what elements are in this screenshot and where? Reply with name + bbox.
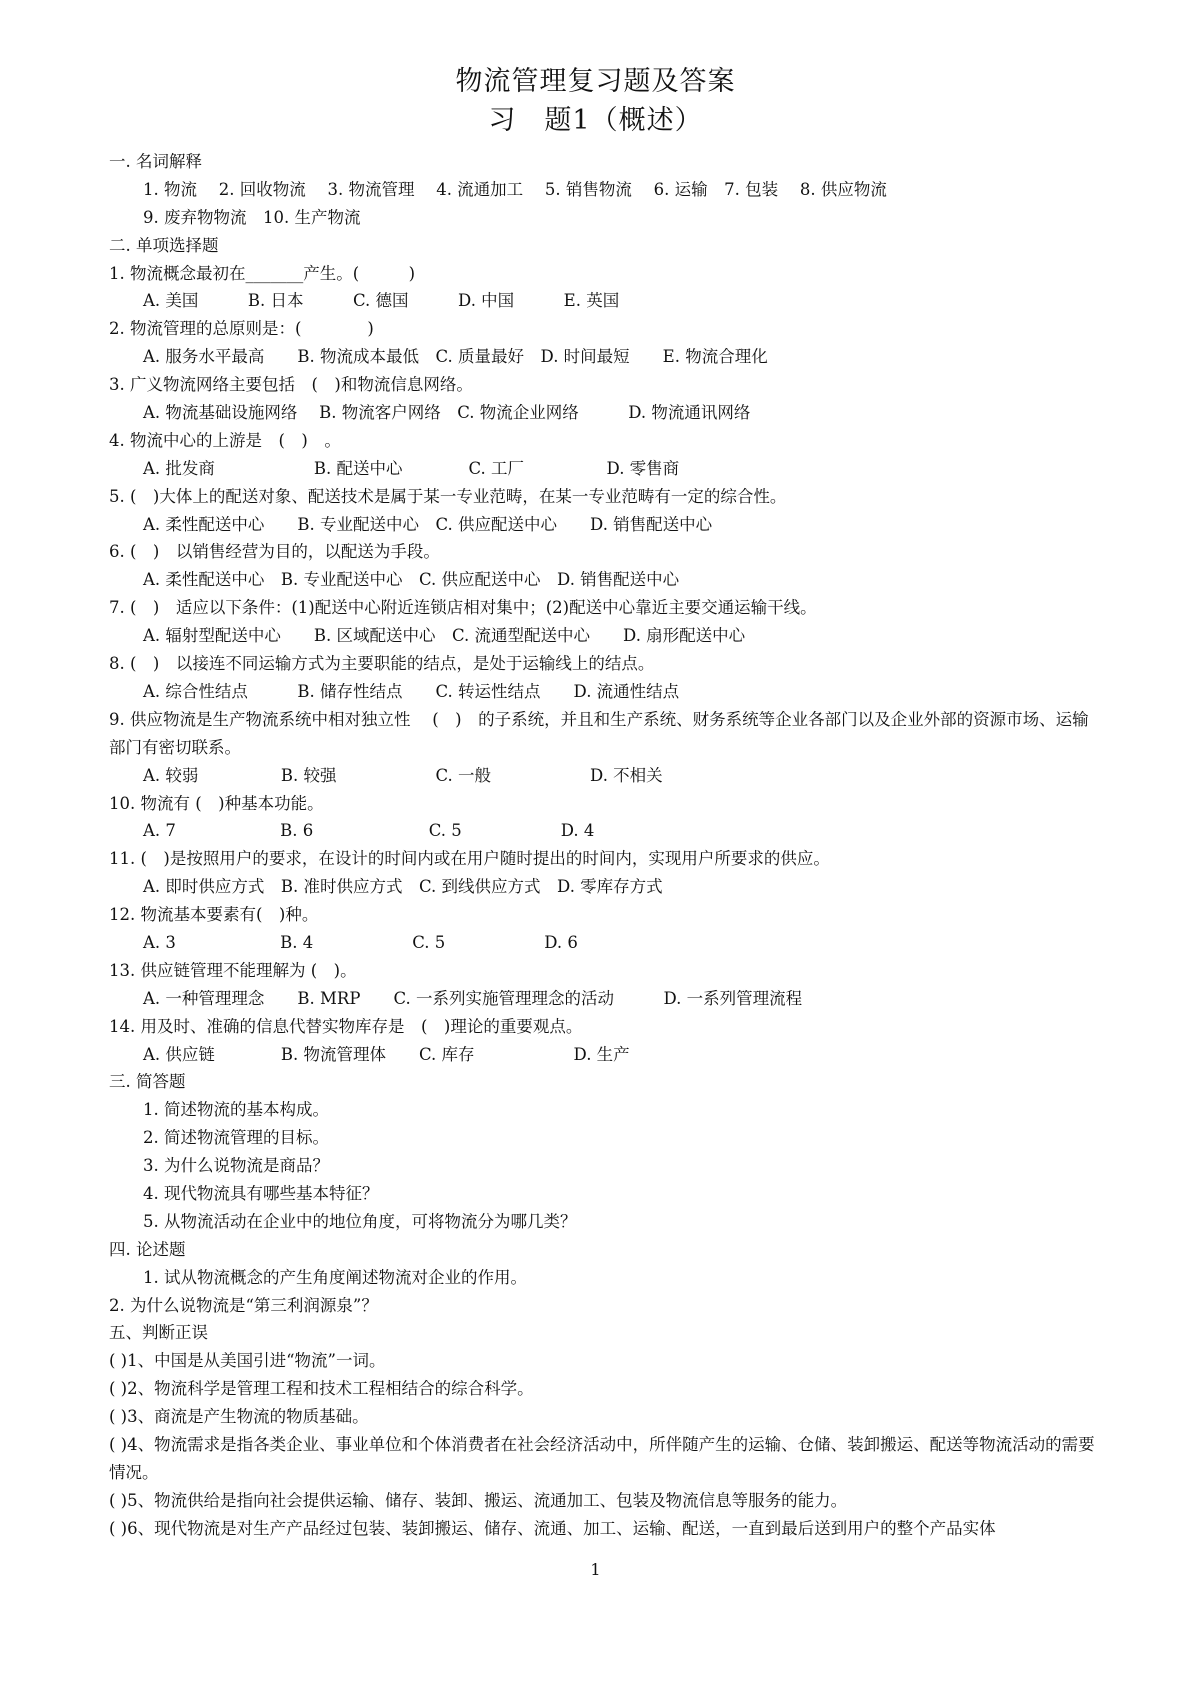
- text-line: 4. 现代物流具有哪些基本特征？: [143, 1183, 379, 1203]
- text-line: 2. 为什么说物流是“第三利润源泉”？: [109, 1295, 378, 1315]
- text-line: A. 服务水平最高 B. 物流成本最低 C. 质量最好 D. 时间最短 E. 物流合理化: [143, 347, 768, 367]
- text-line: 四. 论述题: [109, 1239, 186, 1259]
- text-line: 5. 从物流活动在企业中的地位角度，可将物流分为哪几类？: [143, 1211, 577, 1231]
- text-line: A. 综合性结点 B. 储存性结点 C. 转运性结点 D. 流通性结点: [143, 681, 680, 701]
- text-line: 2. 简述物流管理的目标。: [143, 1128, 329, 1148]
- text-line: 5. ( )大体上的配送对象、配送技术是属于某一专业范畴，在某一专业范畴有一定的综合性。: [109, 486, 787, 506]
- text-line: 3. 广义物流网络主要包括 ( )和物流信息网络。: [109, 375, 473, 395]
- text-line: 4. 物流中心的上游是 ( ) 。: [109, 430, 341, 450]
- text-line: A. 柔性配送中心 B. 专业配送中心 C. 供应配送中心 D. 销售配送中心: [143, 514, 713, 534]
- text-line: 2. 物流管理的总原则是：( ): [109, 319, 374, 339]
- text-line: 1. 简述物流的基本构成。: [143, 1100, 329, 1120]
- text-line: A. 7 B. 6 C. 5 D. 4: [143, 821, 595, 841]
- document-subtitle: 习 题1（概述）: [488, 105, 703, 136]
- text-line: 9. 供应物流是生产物流系统中相对独立性 ( ) 的子系统，并且和生产系统、财务系统等企业各部门以及企业外部的资源市场、运输部门有密切联系。: [109, 709, 1089, 757]
- document-body: [109, 148, 1099, 1543]
- text-line: 五、判断正误: [109, 1323, 208, 1343]
- text-line: 11. ( )是按照用户的要求，在设计的时间内或在用户随时提出的时间内，实现用户所要求的供应。: [109, 849, 830, 869]
- text-line: 1. 物流 2. 回收物流 3. 物流管理 4. 流通加工 5. 销售物流 6. 运输 7. 包装 8. 供应物流: [143, 179, 887, 199]
- text-line: A. 即时供应方式 B. 准时供应方式 C. 到线供应方式 D. 零库存方式: [143, 877, 663, 897]
- text-line: 三. 简答题: [109, 1072, 186, 1092]
- text-line: 7. ( ) 适应以下条件：(1)配送中心附近连锁店相对集中；(2)配送中心靠近主要交通运输干线。: [109, 598, 817, 618]
- text-line: ( )6、现代物流是对生产产品经过包装、装卸搬运、储存、流通、加工、运输、配送，一直到最后送到用户的整个产品实体: [109, 1518, 996, 1538]
- page-number: 1: [590, 1560, 601, 1579]
- text-line: ( )3、商流是产生物流的物质基础。: [109, 1407, 369, 1427]
- text-line: A. 美国 B. 日本 C. 德国 D. 中国 E. 英国: [143, 291, 620, 311]
- text-line: A. 供应链 B. 物流管理体 C. 库存 D. 生产: [143, 1044, 630, 1064]
- text-line: 1. 物流概念最初在_______产生。( ): [109, 263, 416, 283]
- text-line: 10. 物流有 ( )种基本功能。: [109, 793, 324, 813]
- text-line: 8. ( ) 以接连不同运输方式为主要职能的结点，是处于运输线上的结点。: [109, 654, 655, 674]
- text-line: A. 柔性配送中心 B. 专业配送中心 C. 供应配送中心 D. 销售配送中心: [143, 570, 680, 590]
- text-line: 13. 供应链管理不能理解为 ( )。: [109, 960, 357, 980]
- text-line: A. 一种管理理念 B. MRP C. 一系列实施管理理念的活动 D. 一系列管理流程: [143, 988, 803, 1008]
- text-line: 1. 试从物流概念的产生角度阐述物流对企业的作用。: [143, 1267, 527, 1287]
- text-line: A. 辐射型配送中心 B. 区域配送中心 C. 流通型配送中心 D. 扇形配送中心: [143, 626, 746, 646]
- text-line: ( )4、物流需求是指各类企业、事业单位和个体消费者在社会经济活动中，所伴随产生的运输、仓储、装卸搬运、配送等物流活动的需要情况。: [109, 1435, 1095, 1482]
- text-line: ( )1、中国是从美国引进“物流”一词。: [109, 1351, 386, 1371]
- text-line: ( )5、物流供给是指向社会提供运输、储存、装卸、搬运、流通加工、包装及物流信息等服务的能力。: [109, 1490, 848, 1510]
- text-line: 3. 为什么说物流是商品？: [143, 1156, 329, 1176]
- text-line: A. 较弱 B. 较强 C. 一般 D. 不相关: [143, 765, 663, 785]
- text-line: A. 批发商 B. 配送中心 C. 工厂 D. 零售商: [143, 458, 680, 478]
- text-line: ( )2、物流科学是管理工程和技术工程相结合的综合科学。: [109, 1379, 534, 1399]
- text-line: 6. ( ) 以销售经营为目的，以配送为手段。: [109, 542, 440, 562]
- text-line: A. 物流基础设施网络 B. 物流客户网络 C. 物流企业网络 D. 物流通讯网络: [143, 403, 751, 423]
- text-line: 14. 用及时、准确的信息代替实物库存是 ( )理论的重要观点。: [109, 1016, 583, 1036]
- text-line: A. 3 B. 4 C. 5 D. 6: [143, 932, 578, 952]
- text-line: 一. 名词解释: [109, 152, 202, 171]
- document-title: 物流管理复习题及答案: [455, 66, 736, 97]
- text-line: 12. 物流基本要素有( )种。: [109, 905, 319, 925]
- text-line: 二. 单项选择题: [109, 235, 219, 255]
- text-line: 9. 废弃物物流 10. 生产物流: [143, 207, 361, 227]
